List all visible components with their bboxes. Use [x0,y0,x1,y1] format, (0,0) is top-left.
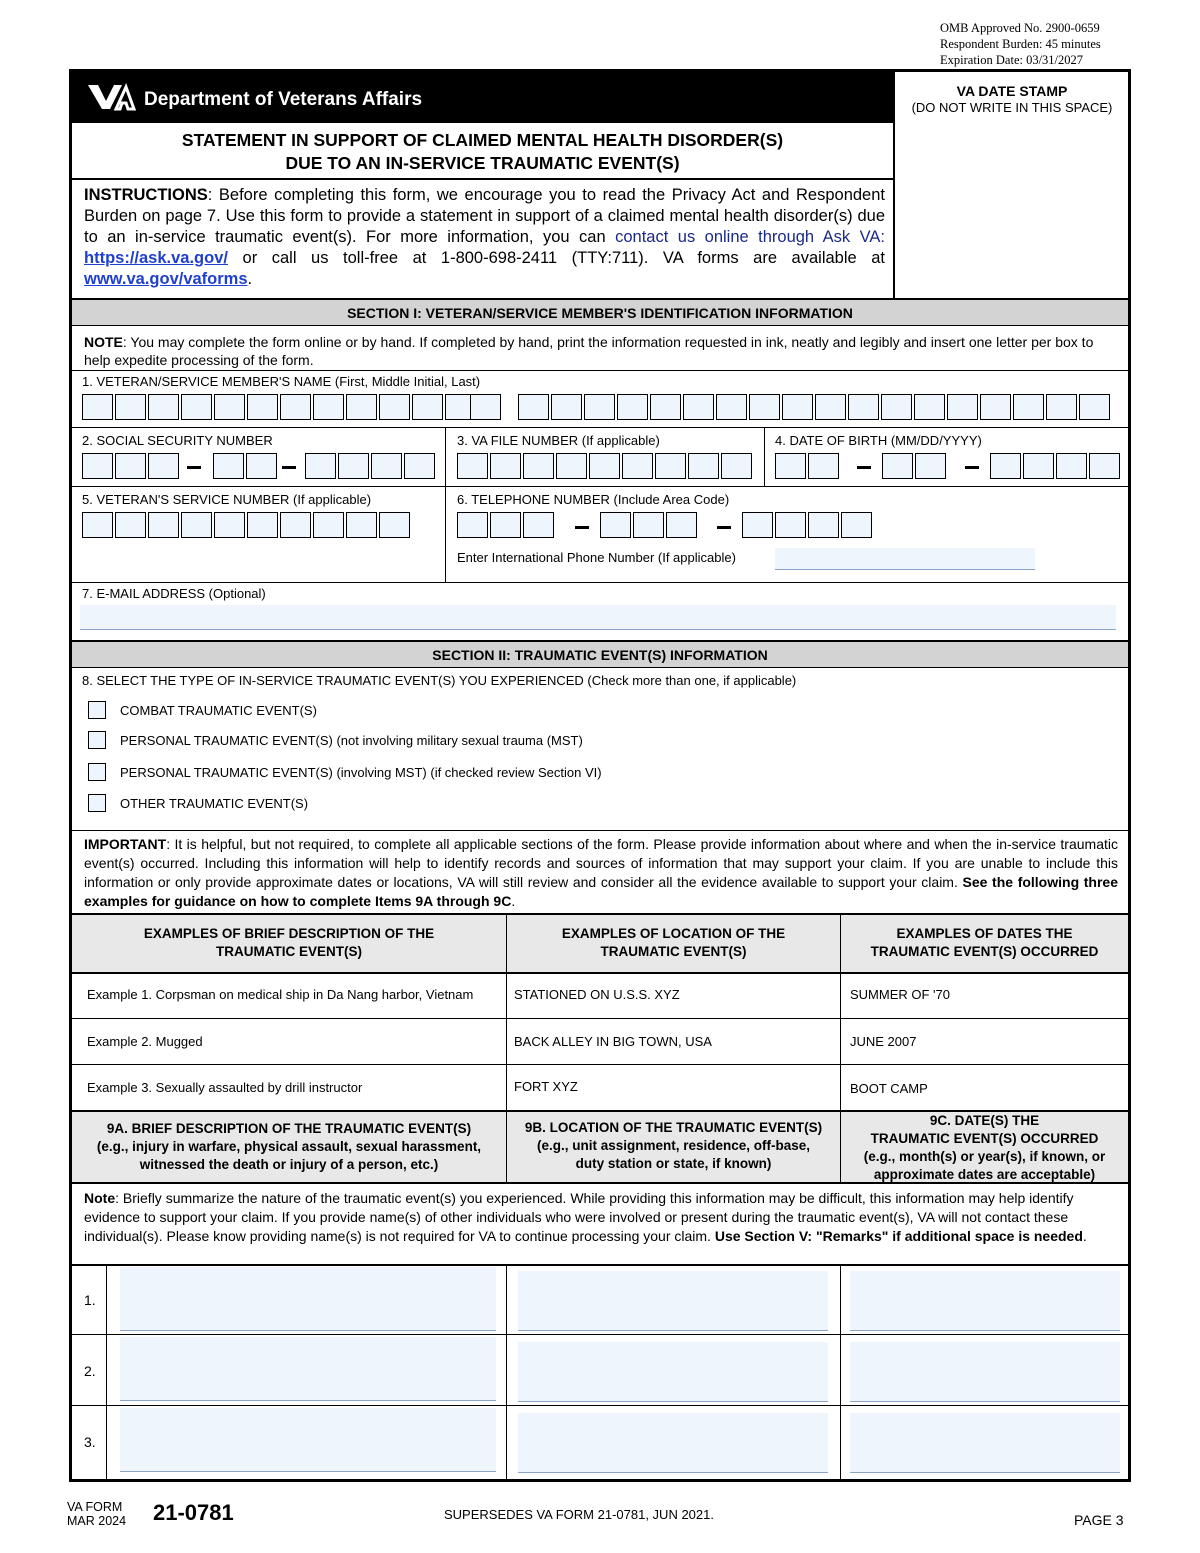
note2-label: Note [84,1190,116,1206]
q7-label: 7. E-MAIL ADDRESS (Optional) [82,586,266,601]
international-phone-field[interactable] [775,548,1035,570]
personal-non-mst-checkbox[interactable] [88,731,106,749]
section-2-note: Note: Briefly summarize the nature of the traumatic event(s) you experienced. While providing this information may be difficult, this information may help identify evidence to support your claim. If you provide name(s) of other individuals who were involved or present during the traumatic event(s), VA will not contact these individual(s). Please know providing name(s) is not required for VA to continue processing your claim. Use Section V: "Remarks" if additional space is needed. [72,1182,1128,1266]
first-name-boxes[interactable] [82,394,478,420]
entry-3-description-field[interactable] [120,1408,496,1472]
dob-day-boxes[interactable] [882,453,948,479]
form-title [72,123,893,180]
example-2-date: JUNE 2007 [850,1034,917,1049]
phone-area-boxes[interactable] [457,512,556,538]
expiration-date: Expiration Date: 03/31/2027 [940,53,1084,67]
stamp-title: VA DATE STAMP [956,83,1068,99]
ssn-first-boxes[interactable] [82,453,181,479]
important-note: IMPORTANT: It is helpful, but not required, to complete all applicable sections of the form. Please provide information about where and when the in-service traumatic event(s) occurred. Including this information will help to identify records and sources of information that may support your claim. If you are unable to include this information or only provide approximate dates or locations, VA will still review and consider all the evidence available to support your claim. See the following three examples for guidance on how to complete Items 9A through 9C. [72,830,1128,913]
ask-va-link[interactable]: https://ask.va.gov/ [84,249,228,267]
service-number-boxes[interactable] [82,512,412,538]
note-text: : You may complete the form online or by hand. If completed by hand, print the information requested in ink, neatly and legibly and insert one letter per box to help expedite processing of the form. [84,334,1094,368]
va-forms-link[interactable]: www.va.gov/vaforms [84,270,248,288]
examples-date-header: EXAMPLES OF DATES THE TRAUMATIC EVENT(S) OCCURRED [841,915,1128,973]
entry-2-location-field[interactable] [518,1342,828,1402]
q6-label: 6. TELEPHONE NUMBER (Include Area Code) [457,492,730,507]
title-line-1: STATEMENT IN SUPPORT OF CLAIMED MENTAL HEALTH DISORDER(S) [181,130,784,150]
ssn-last-boxes[interactable] [305,453,437,479]
entry-1-location-field[interactable] [518,1271,828,1331]
omb-info [940,20,1101,68]
ssn-middle-boxes[interactable] [213,453,279,479]
option-other[interactable] [88,794,308,812]
title-line-2: DUE TO AN IN-SERVICE TRAUMATIC EVENT(S) [285,153,680,173]
footer-supersedes: SUPERSEDES VA FORM 21-0781, JUN 2021. [444,1507,714,1522]
option-combat[interactable] [88,701,317,719]
phone-prefix-boxes[interactable] [600,512,699,538]
email-field[interactable] [80,605,1116,630]
middle-initial-box[interactable] [470,394,503,420]
q2-label: 2. SOCIAL SECURITY NUMBER [82,433,273,448]
other-checkbox[interactable] [88,794,106,812]
entry-3-date-field[interactable] [850,1413,1120,1473]
contact-text: contact us online through Ask VA: [615,228,885,246]
va-logo-icon [86,81,136,113]
dob-month-boxes[interactable] [775,453,841,479]
stamp-note: (DO NOT WRITE IN THIS SPACE) [911,100,1113,115]
q9b-header: 9B. LOCATION OF THE TRAUMATIC EVENT(S) (e.g., unit assignment, residence, off-base, duty station or state, if known) [507,1112,840,1182]
example-3-loc: FORT XYZ [514,1079,578,1094]
option-personal-mst[interactable] [88,763,602,781]
option-personal-non-mst[interactable] [88,731,583,749]
instructions-label: INSTRUCTIONS [84,186,208,204]
last-name-boxes[interactable] [518,394,1112,420]
other-label: OTHER TRAUMATIC EVENT(S) [120,795,309,811]
important-bold: See the following three examples for guidance on how to complete Items 9A through 9C [84,874,1118,909]
personal-mst-checkbox[interactable] [88,763,106,781]
entry-3-number: 3. [84,1434,96,1450]
entry-1-description-field[interactable] [120,1267,496,1331]
example-1-loc: STATIONED ON U.S.S. XYZ [514,987,680,1002]
international-phone-label: Enter International Phone Number (If applicable) [457,550,736,565]
entry-2-description-field[interactable] [120,1337,496,1401]
important-text: : It is helpful, but not required, to complete all applicable sections of the form. Please provide information about where and when the in-service traumatic event(s) occurred. Including this information will help to identify records and sources of information that may support your claim. If you are unable to include this information or only provide approximate dates or locations, VA will still review and consider all the evidence available to support your claim. [84,836,1118,890]
instructions-text: : Before completing this form, we encourage you to read the Privacy Act and Respondent Burden on page 7. Use this form to provide a statement in support of a claimed mental health disorder(s) due to an in-service traumatic event(s). For more information, you can [84,186,885,246]
entry-1-date-field[interactable] [850,1271,1120,1331]
example-2-desc: Example 2. Mugged [87,1034,203,1049]
section-2-header: SECTION II: TRAUMATIC EVENT(S) INFORMATION [72,640,1128,668]
q9c-header: 9C. DATE(S) THE TRAUMATIC EVENT(S) OCCURRED (e.g., month(s) or year(s), if known, or approximate dates are acceptable) [841,1112,1128,1182]
note-label: NOTE [84,334,123,350]
phone-line-boxes[interactable] [742,512,874,538]
department-name: Department of Veterans Affairs [144,89,423,110]
respondent-burden: Respondent Burden: 45 minutes [940,37,1101,51]
footer-page-number: PAGE 3 [1074,1512,1124,1528]
entry-2-number: 2. [84,1363,96,1379]
examples-desc-header: EXAMPLES OF BRIEF DESCRIPTION OF THE TRAUMATIC EVENT(S) [72,915,506,973]
q4-label: 4. DATE OF BIRTH (MM/DD/YYYY) [775,433,982,448]
note2-bold: Use Section V: "Remarks" if additional space is needed [714,1228,1083,1244]
q5-label: 5. VETERAN'S SERVICE NUMBER (If applicable) [82,492,372,507]
q8-label: 8. SELECT THE TYPE OF IN-SERVICE TRAUMATIC EVENT(S) YOU EXPERIENCED (Check more than one, if applicable) [82,673,797,688]
example-3-date: BOOT CAMP [850,1081,928,1096]
header-bar [72,72,893,123]
section-1-header: SECTION I: VETERAN/SERVICE MEMBER'S IDENTIFICATION INFORMATION [72,298,1128,326]
dob-year-boxes[interactable] [990,453,1122,479]
va-date-stamp [893,72,1129,298]
q1-label: 1. VETERAN/SERVICE MEMBER'S NAME (First, Middle Initial, Last) [82,374,481,389]
section-1-note [72,327,1128,371]
note2-text: : Briefly summarize the nature of the traumatic event(s) you experienced. While providing this information may be difficult, this information may help identify evidence to support your claim. If you provide name(s) of other individuals who were involved or present during the traumatic event(s), VA will not contact these individual(s). Please know providing name(s) is not required for VA to continue processing your claim. [84,1190,1074,1244]
entry-1-number: 1. [84,1292,96,1308]
personal-mst-label: PERSONAL TRAUMATIC EVENT(S) (involving MST) (if checked review Section VI) [120,764,602,780]
personal-non-mst-label: PERSONAL TRAUMATIC EVENT(S) (not involving military sexual trauma (MST) [120,732,583,748]
q3-label: 3. VA FILE NUMBER (If applicable) [457,433,660,448]
footer-form-label: VA FORM MAR 2024 [67,1500,127,1528]
entry-3-location-field[interactable] [518,1413,828,1473]
instructions: INSTRUCTIONS: Before completing this form, we encourage you to read the Privacy Act and Respondent Burden on page 7. Use this form to provide a statement in support of a claimed mental health disorder(s) due to an in-service traumatic event(s). For more information, you can contact us online through Ask VA: https://ask.va.gov/ or call us toll-free at 1-800-698-2411 (TTY:711). VA forms are available at www.va.gov/vaforms. [84,186,885,288]
entry-2-date-field[interactable] [850,1342,1120,1402]
omb-number: OMB Approved No. 2900-0659 [940,21,1100,35]
va-file-number-boxes[interactable] [457,453,754,479]
examples-location-header: EXAMPLES OF LOCATION OF THE TRAUMATIC EVENT(S) [507,915,840,973]
example-2-loc: BACK ALLEY IN BIG TOWN, USA [514,1034,712,1049]
example-3-desc: Example 3. Sexually assaulted by drill instructor [87,1080,363,1095]
combat-checkbox[interactable] [88,701,106,719]
instructions-text-2: or call us toll-free at 1-800-698-2411 (TTY:711). VA forms are available at [227,249,885,267]
example-1-desc: Example 1. Corpsman on medical ship in Da Nang harbor, Vietnam [87,987,474,1002]
combat-label: COMBAT TRAUMATIC EVENT(S) [120,702,317,718]
footer-form-number: 21-0781 [153,1500,234,1525]
important-label: IMPORTANT [84,836,167,852]
example-1-date: SUMMER OF '70 [850,987,950,1002]
form-page [69,69,1131,1482]
q9a-header: 9A. BRIEF DESCRIPTION OF THE TRAUMATIC EVENT(S) (e.g., injury in warfare, physical assault, sexual harassment, witnessed the death or injury of a person, etc.) [72,1112,506,1182]
